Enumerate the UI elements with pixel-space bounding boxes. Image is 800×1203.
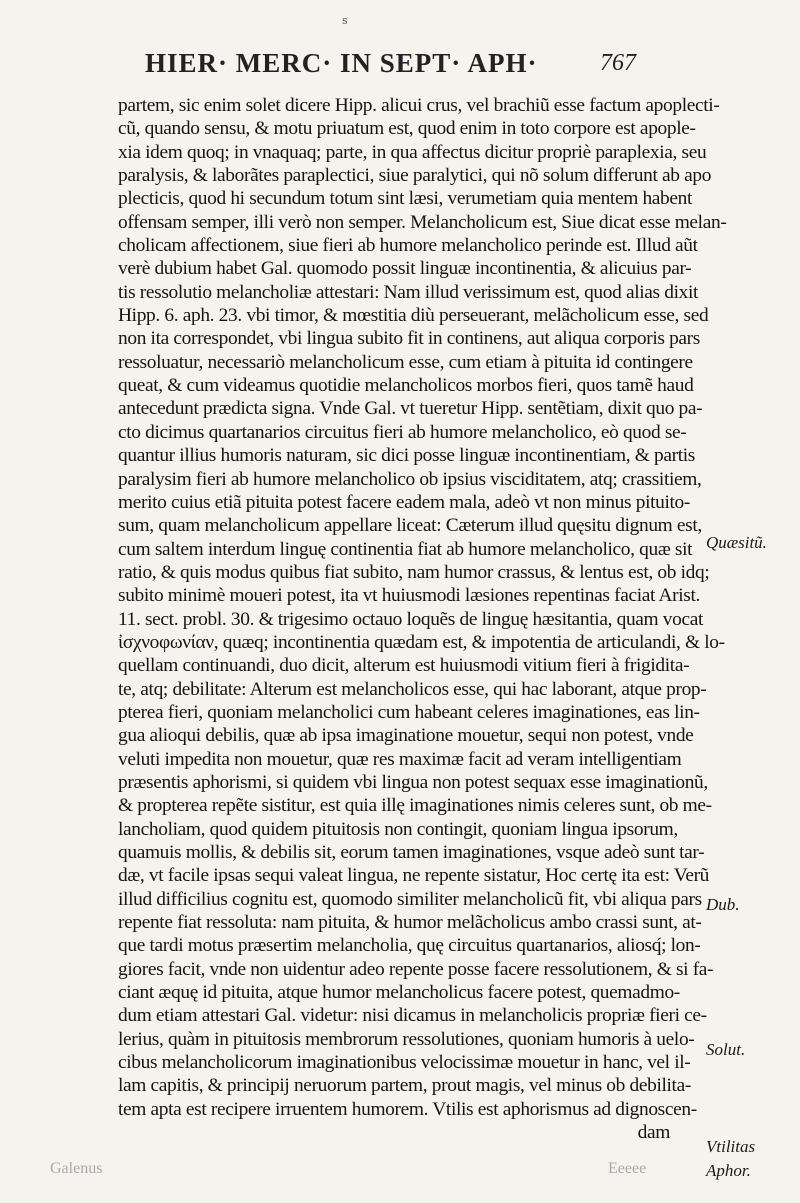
text-line: dam bbox=[637, 1122, 670, 1144]
text-line: & propterea repẽte sistitur, est quia illę imaginationes nimis celeres sunt, ob me- bbox=[118, 795, 712, 817]
text-line: antecedunt prædicta signa. Vnde Gal. vt tueretur Hipp. sentẽtiam, dixit quo pa- bbox=[118, 398, 703, 420]
text-line: ratio, & quis modus quibus fiat subito, nam humor crassus, & lentus est, ob idq; bbox=[118, 561, 710, 583]
text-line: queat, & cum videamus quotidie melancholicos morbos fieri, quos tamẽ haud bbox=[118, 375, 694, 397]
page-number: 767 bbox=[600, 50, 636, 76]
text-line: dum etiam attestari Gal. videtur: nisi dicamus in melancholicis propriæ fieri ce- bbox=[118, 1005, 707, 1027]
text-line: præsentis aphorismi, si quidem vbi lingua non potest sequax esse imaginationũ, bbox=[118, 771, 708, 793]
text-line: merito cuius etiã pituita potest facere eadem mala, adeò vt non minus pituito- bbox=[118, 491, 691, 513]
text-line: lerius, quàm in pituitosis membrorum ressolutiones, quoniam humoris à uelo- bbox=[118, 1028, 695, 1050]
text-line: tem apta est recipere irruentem humorem. Vtilis est aphorismus ad dignoscen- bbox=[118, 1098, 697, 1120]
text-line: ἰσχνοφωνίαν, quæq; incontinentia quædam est, & impotentia de articulandi, & lo- bbox=[118, 631, 725, 653]
text-line: te, atq; debilitate: Alterum est melancholicos esse, qui hac laborant, atque prop- bbox=[118, 678, 707, 700]
text-line: gua alioqui debilis, quæ ab ipsa imaginatione mouetur, sequi non potest, vnde bbox=[118, 725, 694, 747]
text-line: que tardi motus præsertim melancholia, quę circuitus quartanarios, aliosq́; lon- bbox=[118, 935, 701, 957]
text-line: cum saltem interdum linguę continentia fiat ab humore melancholico, quæ sit bbox=[118, 538, 693, 560]
margin-note-aphor: Aphor. bbox=[706, 1161, 751, 1180]
text-line: cto dicimus quartanarios circuitus fieri ab humore melancholico, eò quod se- bbox=[118, 421, 687, 443]
text-line: 11. sect. probl. 30. & trigesimo octauo loquẽs de linguę hæsitantia, quam vocat bbox=[118, 608, 704, 630]
text-line: paralysim fieri ab humore melancholico ob ipsius visciditatem, atq; crassitiem, bbox=[118, 468, 702, 490]
margin-notes bbox=[700, 0, 800, 1203]
text-line: cholicam affectionem, siue fieri ab humore melancholico perinde est. Illud aũt bbox=[118, 235, 698, 257]
margin-note-quaesitum: Quæsitũ. bbox=[706, 533, 767, 552]
text-line: plecticis, quod hi secundum totum sint læsi, verumetiam quia mentem habent bbox=[118, 188, 693, 210]
text-line: ciant æquę id pituita, atque humor melancholicus facere potest, quemadmo- bbox=[118, 982, 680, 1004]
page-header bbox=[0, 48, 800, 88]
text-line: illud difficilius cognitu est, quomodo similiter melancholicũ fit, vbi aliqua pars bbox=[118, 888, 702, 910]
text-line: ressoluatur, necessariò melancholicum esse, cum etiam à pituita id contingere bbox=[118, 351, 693, 373]
text-line: paralysis, & laborãtes paraplectici, siue paralytici, qui nõ solum differunt ab apo bbox=[118, 165, 712, 187]
text-line: giores facit, vnde non uidentur adeo repente posse facere ressolutionem, & si fa- bbox=[118, 958, 714, 980]
margin-note-dub: Dub. bbox=[706, 895, 740, 914]
text-line: sum, quam melancholicum appellare liceat: Cæterum illud quęsitu dignum est, bbox=[118, 515, 702, 537]
text-line: lam capitis, & principij neruorum partem, prout magis, vel minus ob debilita- bbox=[118, 1075, 691, 1097]
text-line: quantur illius humoris naturam, sic dici posse linguæ incontinentiam, & partis bbox=[118, 445, 695, 467]
text-line: lancholiam, quod quidem pituitosis non contingit, quoniam lingua ipsorum, bbox=[118, 818, 678, 840]
text-line: repente fiat ressoluta: nam pituita, & humor melãcholicus ambo crassi sunt, at- bbox=[118, 912, 702, 934]
body-text bbox=[118, 94, 727, 1194]
text-line: subito minimè moueri potest, ita vt huiusmodi læsiones repentinas faciat Arist. bbox=[118, 585, 701, 607]
text-line: non ita correspondet, vbi lingua subito fit in continens, aut aliqua corporis pars bbox=[118, 328, 700, 350]
margin-note-solut: Solut. bbox=[706, 1040, 746, 1059]
text-line: pterea fieri, quoniam melancholici cum habeant celeres imaginationes, eas lin- bbox=[118, 701, 700, 723]
text-line: tis ressolutio melancholiæ attestari: Nam illud verissimum est, quod alias dixit bbox=[118, 281, 699, 303]
text-line: offensam semper, illi verò non semper. Melancholicum est, Siue dicat esse melan- bbox=[118, 211, 727, 233]
bleed-through-text: Galenus bbox=[50, 1160, 103, 1177]
text-line: dæ, vt facile ipsas sequi valeat lingua, ne repente sistatur, Hoc certę ita est: Verũ bbox=[118, 865, 710, 887]
text-line: veluti impedita non mouetur, quæ res maximæ facit ad veram intelligentiam bbox=[118, 748, 682, 770]
bleed-through-text: Eeeee bbox=[608, 1160, 647, 1177]
text-line: Hipp. 6. aph. 23. vbi timor, & mœstitia diù perseuerant, melãcholicum esse, sed bbox=[118, 305, 709, 327]
running-head: HIER· MERC· IN SEPT· APH· bbox=[145, 48, 538, 78]
text-line: cũ, quando sensu, & motu priuatum est, quod enim in toto corpore est apople- bbox=[118, 118, 696, 140]
text-line: xia idem quoq; in vnaquaq; parte, in qua affectus dicitur propriè paraplexia, seu bbox=[118, 141, 707, 163]
text-line: quellam continuandi, duo dicit, alterum est huiusmodi vitium fieri à frigidita- bbox=[118, 655, 690, 677]
margin-note-utilitas: Vtilitas bbox=[706, 1137, 756, 1156]
top-mark: s bbox=[342, 14, 348, 27]
text-line: partem, sic enim solet dicere Hipp. alicui crus, vel brachiũ esse factum apoplecti- bbox=[118, 95, 720, 116]
text-line: quamuis mollis, & debilis sit, eorum tamen imaginationes, vsque adeò sunt tar- bbox=[118, 842, 705, 863]
text-line: cibus melancholicorum imaginationibus velocissimæ mouetur in hanc, vel il- bbox=[118, 1052, 691, 1074]
text-line: verè dubium habet Gal. quomodo possit linguæ incontinentia, & alicuius par- bbox=[118, 258, 692, 280]
